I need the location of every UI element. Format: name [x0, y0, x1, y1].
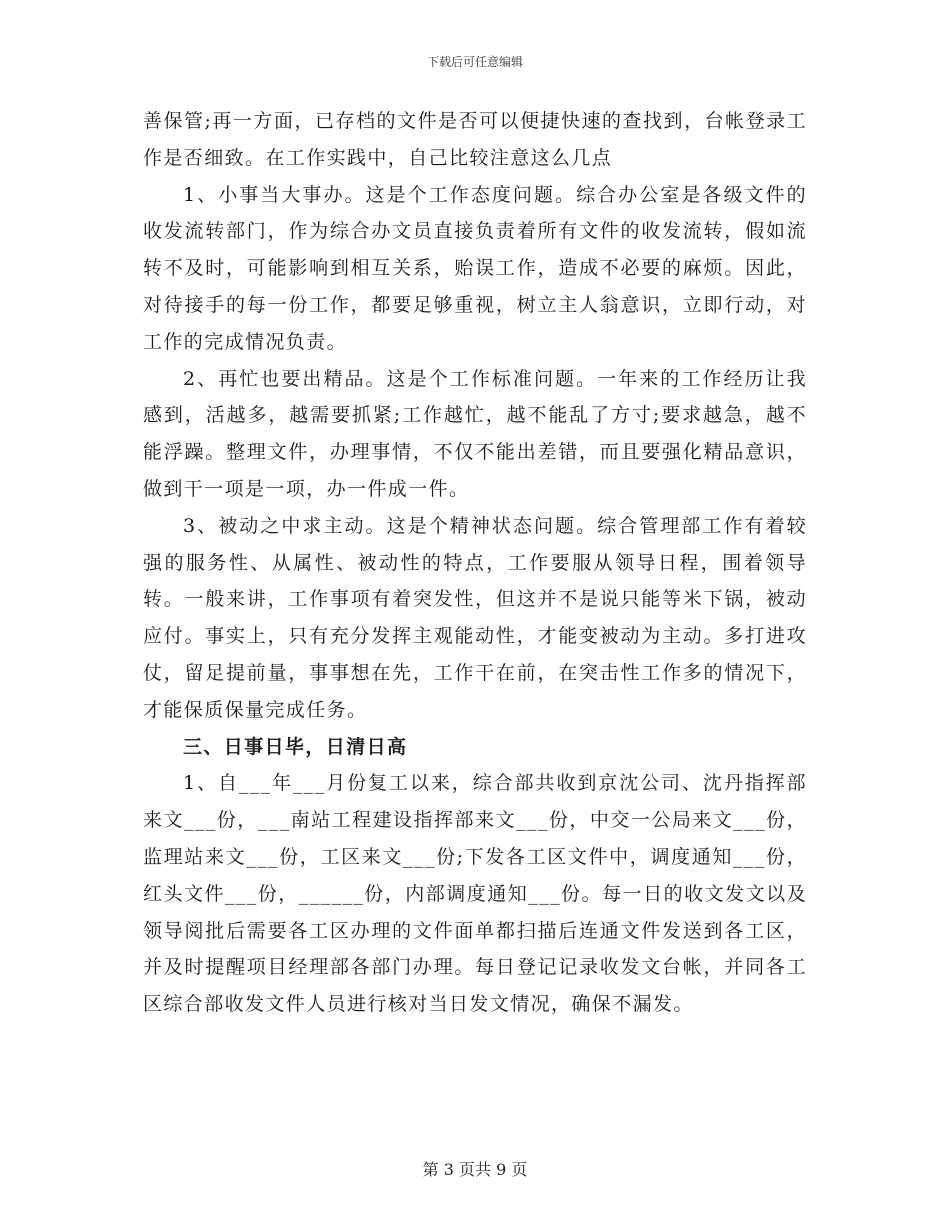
document-body: [143, 103, 807, 1023]
section-heading: 三、日事日毕，日清日高: [183, 735, 408, 758]
paragraph-point-3: 3、被动之中求主动。这是个精神状态问题。综合管理部工作有着较强的服务性、从属性、被动性的特点，工作要服从领导日程，围着领导转。一般来讲，工作事项有着突发性，但这并不是说只能等米下锅，被动应付。事实上，只有充分发挥主观能动性，才能变被动为主动。多打进攻仗，留足提前量，事事想在先，工作干在前，在突击性工作多的情况下，才能保质保量完成任务。: [143, 514, 807, 721]
paragraph-point-1: 1、小事当大事办。这是个工作态度问题。综合办公室是各级文件的收发流转部门，作为综合办文员直接负责着所有文件的收发流转，假如流转不及时，可能影响到相互关系，贻误工作，造成不必要的麻烦。因此，对待接手的每一份工作，都要足够重视，树立主人翁意识，立即行动，对工作的完成情况负责。: [143, 183, 807, 353]
paragraph-section-3-point-1: 1、自___年___月份复工以来，综合部共收到京沈公司、沈丹指挥部来文___份，___南站工程建设指挥部来文___份，中交一公局来文___份，监理站来文___份，工区来文___份;下发各工区文件中，调度通知___份，红头文件___份，______份，内部调度通知___份。每一日的收文发文以及领导阅批后需要各工区办理的文件面单都扫描后连通文件发送到各工区，并及时提醒项目经理部各部门办理。每日登记记录收发文台帐，并同各工区综合部收发文件人员进行核对当日发文情况，确保不漏发。: [143, 772, 807, 1016]
page-header: 下载后可任意编辑: [426, 55, 523, 69]
paragraph-continuation: 善保管;再一方面，已存档的文件是否可以便捷快速的查找到，台帐登录工作是否细致。在工作实践中，自己比较注意这么几点: [143, 110, 807, 169]
paragraph-point-2: 2、再忙也要出精品。这是个工作标准问题。一年来的工作经历让我感到，活越多，越需要抓紧;工作越忙，越不能乱了方寸;要求越急，越不能浮躁。整理文件，办理事情，不仅不能出差错，而且要强化精品意识，做到干一项是一项，办一件成一件。: [143, 367, 807, 500]
page-number: 第 3 页共 9 页: [422, 1160, 528, 1179]
